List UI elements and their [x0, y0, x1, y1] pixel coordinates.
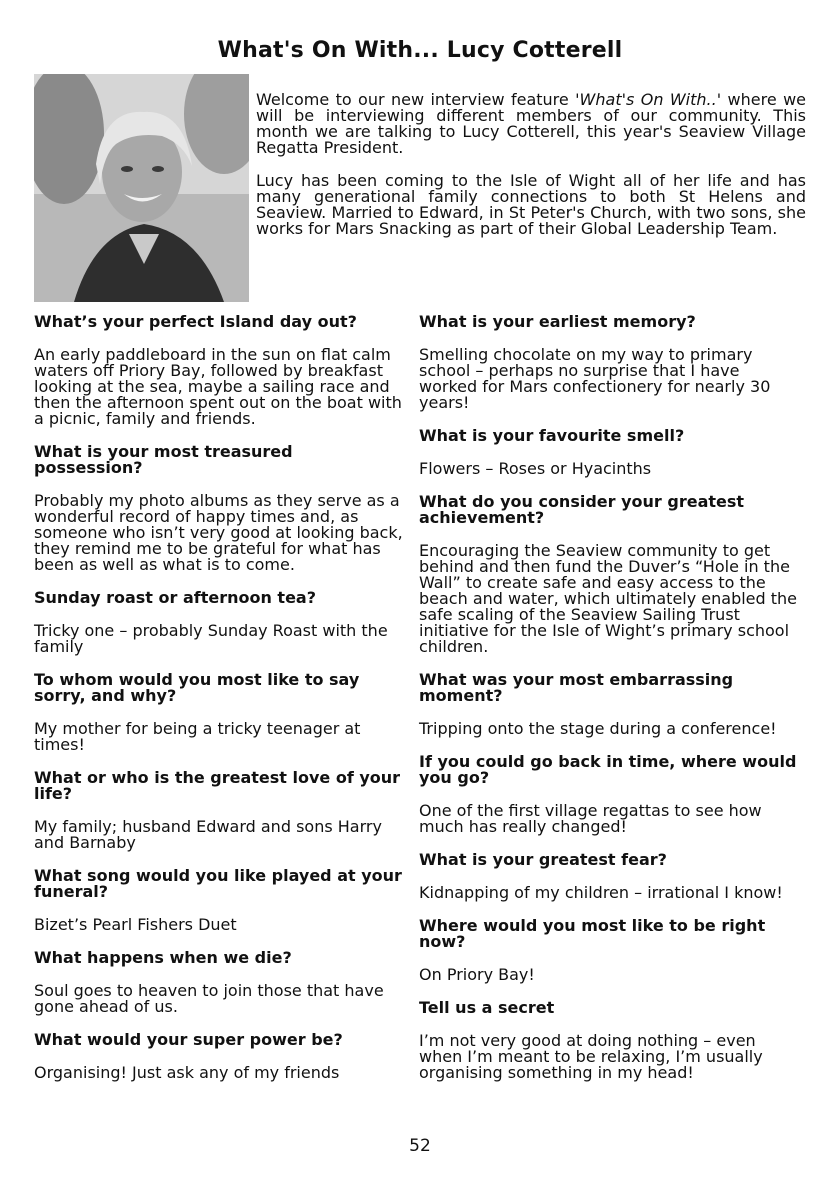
page-title: What's On With... Lucy Cotterell [217, 38, 623, 63]
question: What happens when we die? [34, 948, 292, 967]
answer: Flowers – Roses or Hyacinths [419, 459, 652, 478]
question: What’s your perfect Island day out? [34, 312, 357, 331]
intro-p1-end: ' where we will be interviewing different members of our community. This month we are talking to Lucy Cotterell, this year's Seaview Village Regatta President. [256, 90, 806, 157]
intro-text [256, 92, 806, 254]
answer: Probably my photo albums as they serve as a wonderful record of happy times and, as someone who isn’t very good at looking back, they remind me to be grateful for what has been as well as what is to come. [34, 491, 403, 574]
question: What would your super power be? [34, 1030, 343, 1049]
question: What or who is the greatest love of your life? [34, 768, 401, 803]
answer: I’m not very good at doing nothing – even when I’m meant to be relaxing, I’m usually organising something in my head! [419, 1031, 763, 1082]
question: What is your greatest fear? [419, 850, 667, 869]
qa-item [419, 852, 797, 901]
qa-item [34, 770, 406, 851]
qa-item [419, 494, 797, 655]
qa-item [34, 444, 406, 573]
question: What do you consider your greatest achievement? [419, 492, 745, 527]
left-column [34, 314, 406, 1098]
right-column [419, 314, 797, 1098]
feature-name: What's On With.. [579, 90, 717, 109]
answer: One of the first village regattas to see how much has really changed! [419, 801, 762, 836]
answer: On Priory Bay! [419, 965, 535, 984]
qa-item [419, 428, 797, 477]
question: What song would you like played at your funeral? [34, 866, 402, 901]
intro-paragraph-1 [256, 92, 806, 156]
answer: Tricky one – probably Sunday Roast with the family [34, 621, 388, 656]
qa-item [419, 672, 797, 737]
answer: My mother for being a tricky teenager at times! [34, 719, 361, 754]
question: What is your favourite smell? [419, 426, 685, 445]
qa-item [419, 754, 797, 835]
portrait-photo [34, 74, 249, 302]
answer: Organising! Just ask any of my friends [34, 1063, 340, 1082]
answer: Kidnapping of my children – irrational I know! [419, 883, 783, 902]
qa-item [34, 868, 406, 933]
qa-item [34, 1032, 406, 1081]
question: Where would you most like to be right now? [419, 916, 766, 951]
question: Sunday roast or afternoon tea? [34, 588, 316, 607]
intro-p1-start: Welcome to our new interview feature ' [256, 90, 580, 109]
answer: Bizet’s Pearl Fishers Duet [34, 915, 237, 934]
answer: Soul goes to heaven to join those that have gone ahead of us. [34, 981, 384, 1016]
qa-item [34, 314, 406, 427]
question: Tell us a secret [419, 998, 555, 1017]
question: If you could go back in time, where would you go? [419, 752, 797, 787]
question: What is your most treasured possession? [34, 442, 293, 477]
portrait-image [34, 74, 249, 302]
question: To whom would you most like to say sorry, and why? [34, 670, 360, 705]
question: What was your most embarrassing moment? [419, 670, 734, 705]
question: What is your earliest memory? [419, 312, 696, 331]
qa-item [34, 950, 406, 1015]
answer: An early paddleboard in the sun on flat calm waters off Priory Bay, followed by breakfast looking at the sea, maybe a sailing race and then the afternoon spent out on the boat with a picnic, family and friends. [34, 345, 402, 428]
answer: My family; husband Edward and sons Harry and Barnaby [34, 817, 382, 852]
answer: Encouraging the Seaview community to get behind and then fund the Duver’s “Hole in the Wall” to create safe and easy access to the beach and water, which ultimately enabled the safe scaling of the Seaview Sailing Trust initiative for the Isle of Wight’s primary school children. [419, 541, 798, 656]
answer: Tripping onto the stage during a conference! [419, 719, 777, 738]
qa-item [419, 918, 797, 983]
intro-paragraph-2: Lucy has been coming to the Isle of Wight all of her life and has many generational family connections to both St Helens and Seaview. Married to Edward, in St Peter's Church, with two sons, she works for Mars Snacking as part of their Global Leadership Team. [256, 171, 806, 238]
qa-item [34, 590, 406, 655]
answer: Smelling chocolate on my way to primary school – perhaps no surprise that I have worked for Mars confectionery for nearly 30 years! [419, 345, 771, 412]
qa-item [419, 1000, 797, 1081]
page-number: 52 [409, 1136, 431, 1156]
qa-item [419, 314, 797, 411]
qa-item [34, 672, 406, 753]
